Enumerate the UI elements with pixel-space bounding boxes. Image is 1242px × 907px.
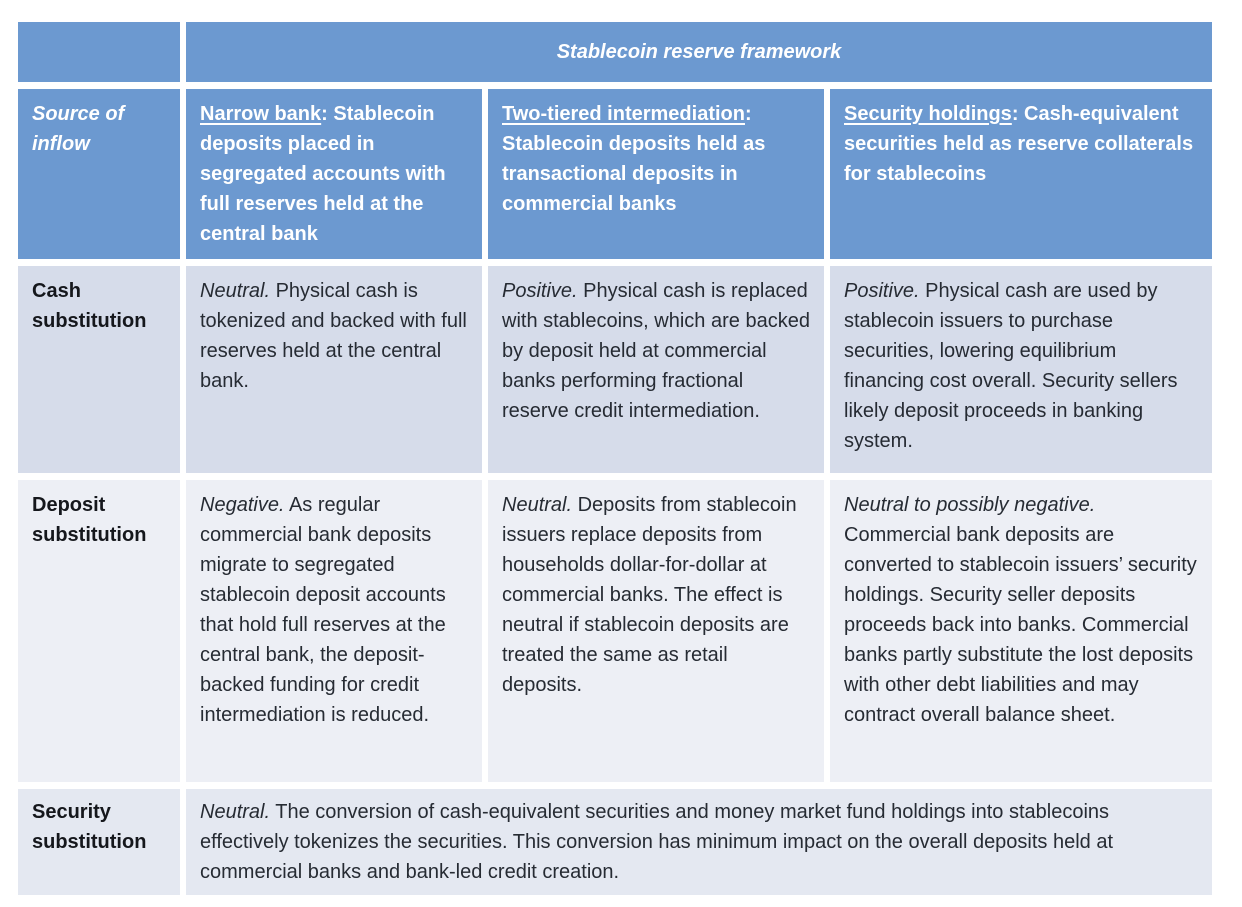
cell-text: As regular commercial bank deposits migrate to segregated stablecoin deposit accounts that hold full reserves at the central bank, the deposit-backed funding for credit intermediation is reduced. — [200, 494, 446, 726]
assessment-lead: Positive. — [844, 280, 920, 302]
framework-title-cell — [186, 22, 1212, 82]
assessment-lead: Neutral. — [200, 801, 271, 823]
source-of-inflow-header — [18, 89, 180, 259]
two-tiered-desc: : Stablecoin deposits held as transactional deposits in commercial banks — [502, 103, 766, 215]
row-label-deposit-substitution — [18, 480, 180, 782]
table-row-deposit-substitution — [18, 480, 1212, 782]
cell-text: Physical cash is replaced with stablecoins, which are backed by deposit held at commercial banks performing fractional reserve credit intermediation. — [502, 280, 810, 422]
column-header-narrow-bank — [186, 89, 482, 259]
row-label-text: Security substitution — [32, 801, 147, 853]
cell-text: The conversion of cash-equivalent securities and money market fund holdings into stablecoins effectively tokenizes the securities. This conversion has minimum impact on the overall deposits held at commercial banks and bank-led credit creation. — [200, 801, 1114, 883]
narrow-bank-term: Narrow bank — [200, 103, 322, 125]
cell-deposit-two-tiered — [488, 480, 824, 782]
framework-title: Stablecoin reserve framework — [556, 41, 842, 63]
cell-cash-security-holdings — [830, 266, 1212, 473]
two-tiered-term: Two-tiered intermediation — [502, 103, 745, 125]
stablecoin-framework-table — [12, 15, 1218, 902]
source-of-inflow-label: Source of inflow — [32, 103, 125, 155]
table-row-security-substitution — [18, 789, 1212, 895]
column-header-two-tiered — [488, 89, 824, 259]
cell-text: Commercial bank deposits are converted to stablecoin issuers’ security holdings. Security seller deposits proceeds back into banks. Commercial banks partly substitute the lost deposits with other debt liabilities and may contract overall balance sheet. — [844, 524, 1197, 726]
cell-text: Physical cash are used by stablecoin issuers to purchase securities, lowering equilibrium financing cost overall. Security sellers likely deposit proceeds in banking system. — [844, 280, 1178, 452]
row-label-text: Cash substitution — [32, 280, 147, 332]
table-row-cash-substitution — [18, 266, 1212, 473]
framework-title-row — [18, 22, 1212, 82]
row-label-text: Deposit substitution — [32, 494, 147, 546]
cell-text: Physical cash is tokenized and backed with full reserves held at the central bank. — [200, 280, 467, 392]
row-label-cash-substitution — [18, 266, 180, 473]
cell-text: Deposits from stablecoin issuers replace deposits from households dollar-for-dollar at commercial banks. The effect is neutral if stablecoin deposits are treated the same as retail deposits. — [502, 494, 797, 696]
row-label-security-substitution — [18, 789, 180, 895]
column-header-security-holdings — [830, 89, 1212, 259]
column-header-row — [18, 89, 1212, 259]
security-holdings-term: Security holdings — [844, 103, 1012, 125]
cell-cash-narrow-bank — [186, 266, 482, 473]
narrow-bank-desc: : Stablecoin deposits placed in segregated accounts with full reserves held at the central bank — [200, 103, 446, 245]
corner-cell — [18, 22, 180, 82]
assessment-lead: Neutral to possibly negative. — [844, 494, 1096, 516]
cell-security-substitution-merged — [186, 789, 1212, 895]
assessment-lead: Negative. — [200, 494, 285, 516]
cell-deposit-security-holdings — [830, 480, 1212, 782]
assessment-lead: Neutral. — [502, 494, 573, 516]
assessment-lead: Neutral. — [200, 280, 271, 302]
cell-cash-two-tiered — [488, 266, 824, 473]
security-holdings-desc: : Cash-equivalent securities held as reserve collaterals for stablecoins — [844, 103, 1194, 185]
cell-deposit-narrow-bank — [186, 480, 482, 782]
assessment-lead: Positive. — [502, 280, 578, 302]
